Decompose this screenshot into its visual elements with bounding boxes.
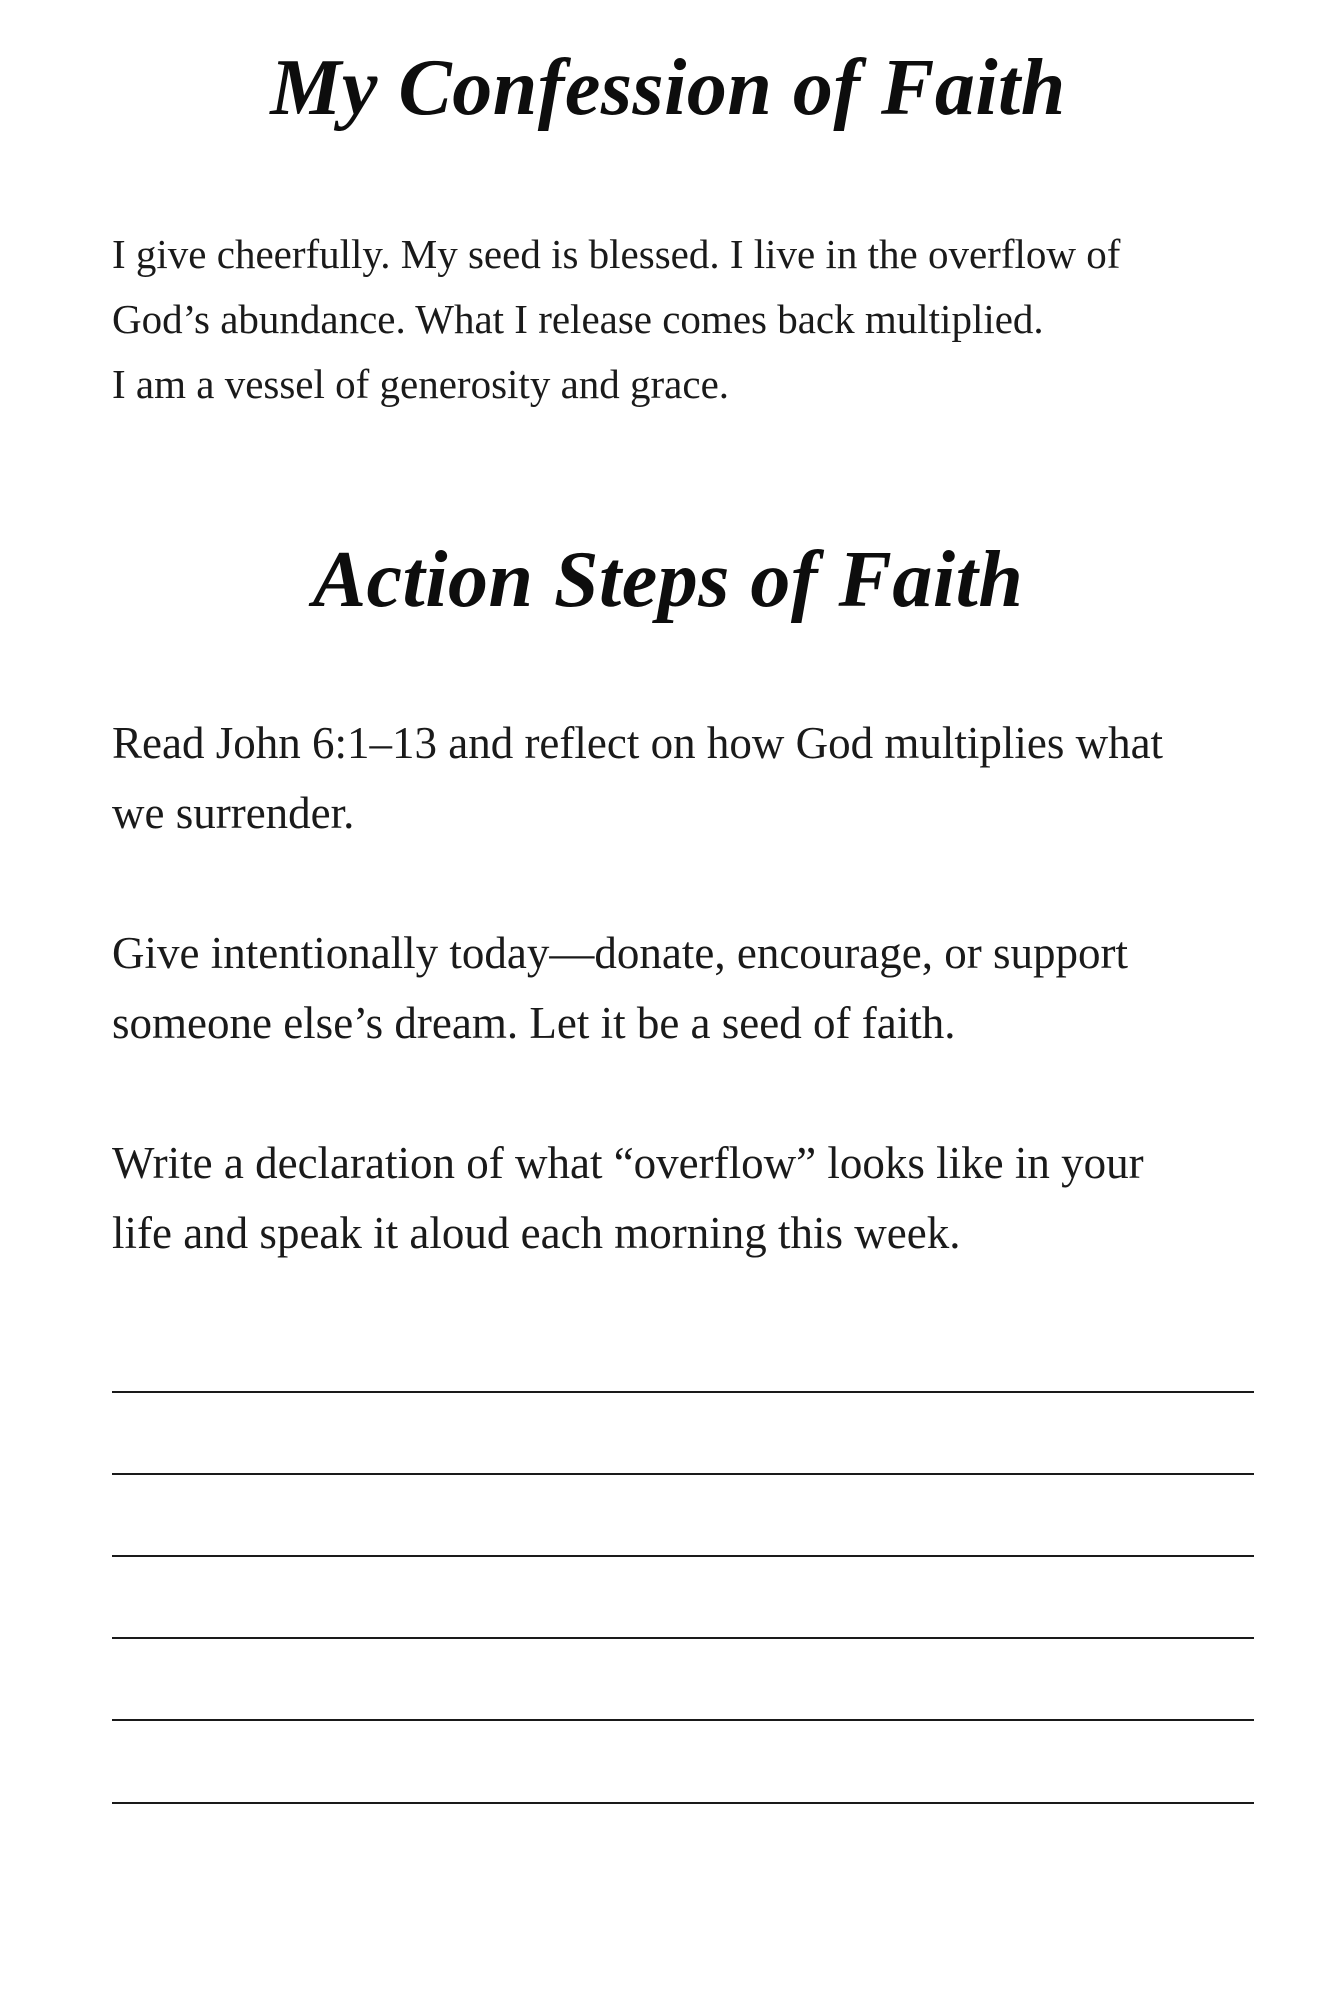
- writing-line[interactable]: [112, 1473, 1254, 1475]
- action-step-line: life and speak it aloud each morning this week.: [112, 1208, 961, 1258]
- action-step-declaration: [112, 1128, 1252, 1268]
- writing-line[interactable]: [112, 1719, 1254, 1721]
- action-step-give: [112, 918, 1252, 1058]
- writing-line[interactable]: [112, 1637, 1254, 1639]
- confession-line: I am a vessel of generosity and grace.: [112, 361, 730, 407]
- action-step-read-john: [112, 708, 1252, 848]
- action-step-line: we surrender.: [112, 788, 355, 838]
- action-step-line: someone else’s dream. Let it be a seed of faith.: [112, 998, 956, 1048]
- confession-heading: My Confession of Faith: [270, 44, 1066, 132]
- writing-line[interactable]: [112, 1555, 1254, 1557]
- action-step-line: Read John 6:1–13 and reflect on how God multiplies what: [112, 718, 1164, 768]
- confession-line: I give cheerfully. My seed is blessed. I live in the overflow of: [112, 231, 1121, 277]
- writing-line[interactable]: [112, 1802, 1254, 1804]
- action-step-line: Write a declaration of what “overflow” looks like in your: [112, 1138, 1144, 1188]
- action-steps-heading: Action Steps of Faith: [312, 536, 1024, 624]
- confession-paragraph: [112, 222, 1232, 417]
- writing-line[interactable]: [112, 1391, 1254, 1393]
- action-step-line: Give intentionally today—donate, encourage, or support: [112, 928, 1128, 978]
- confession-line: God’s abundance. What I release comes back multiplied.: [112, 296, 1044, 342]
